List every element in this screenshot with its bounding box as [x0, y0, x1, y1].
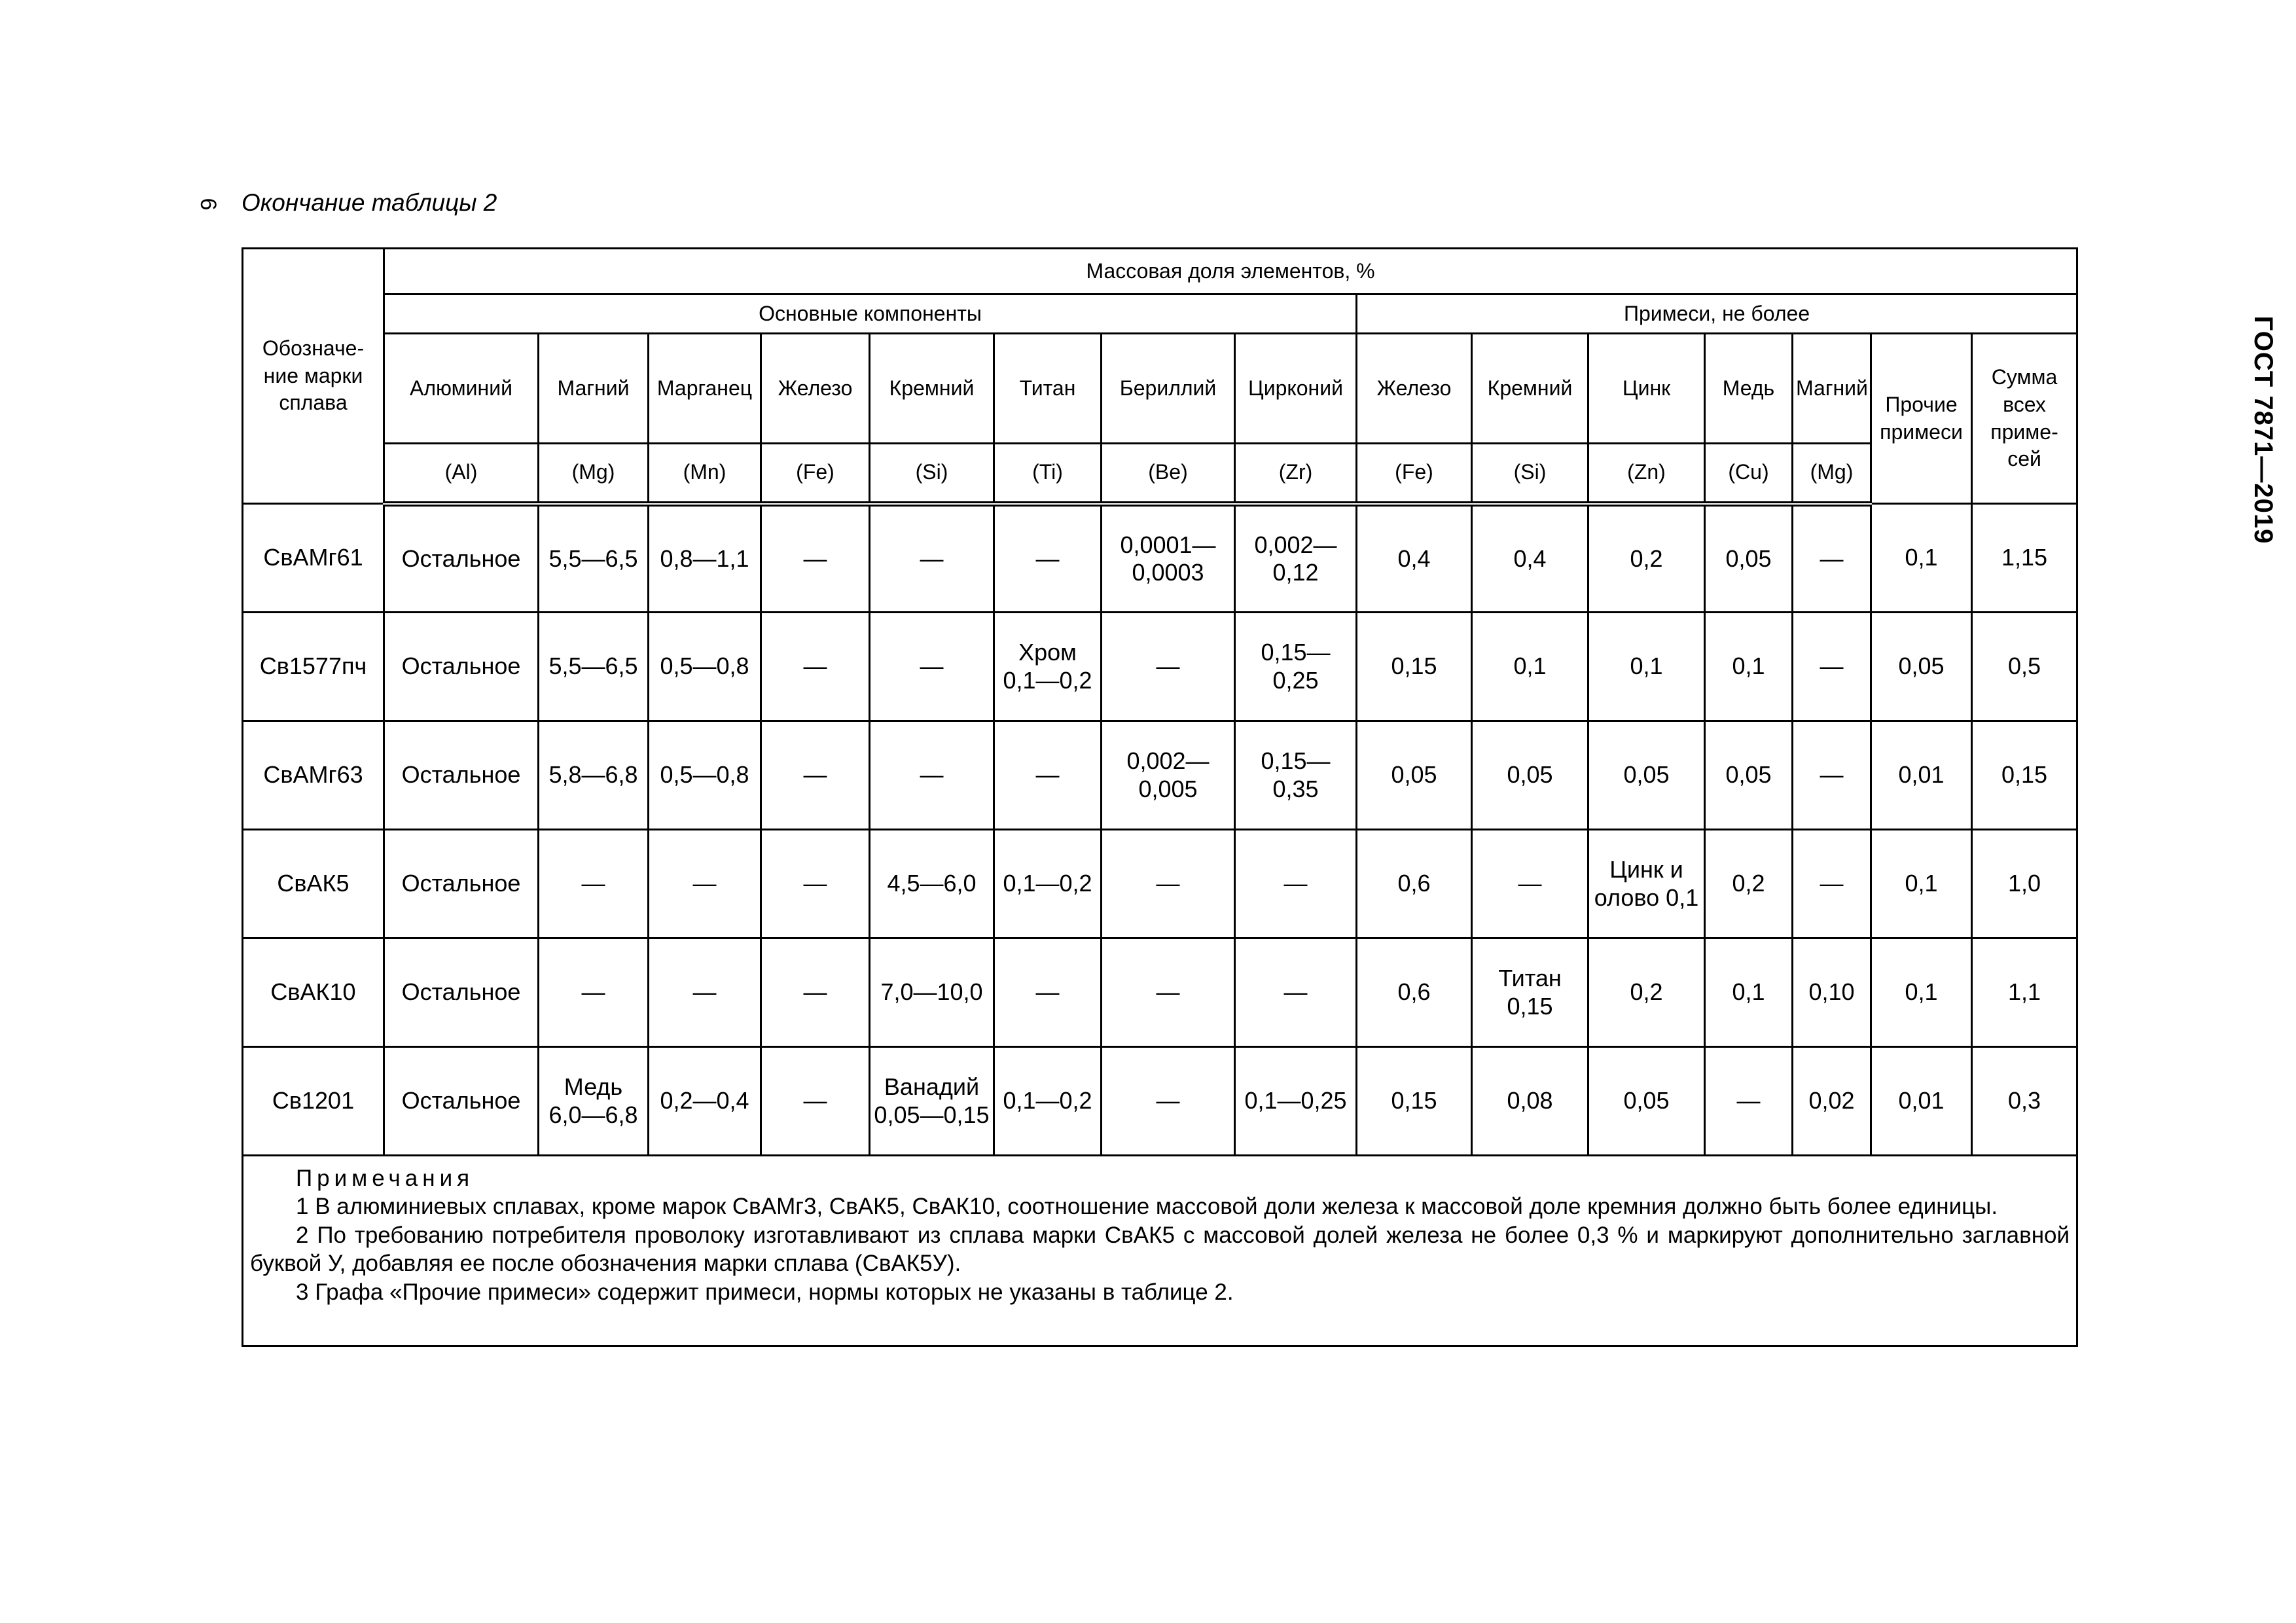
column-name: Железо	[761, 334, 870, 444]
table-cell: 0,1	[1472, 613, 1588, 721]
table-cell: —	[1235, 938, 1357, 1047]
table-cell: 0,15—0,25	[1235, 613, 1357, 721]
header-mass-fraction: Массовая доля элементов, %	[384, 249, 2077, 294]
table-cell: —	[649, 938, 761, 1047]
table-cell: 0,6	[1357, 938, 1472, 1047]
table-cell: Цинк и олово 0,1	[1588, 830, 1705, 938]
table-caption: Окончание таблицы 2	[242, 189, 497, 216]
alloy-composition-table	[242, 247, 2078, 1347]
table-cell: 5,5—6,5	[539, 613, 649, 721]
table-cell: —	[761, 504, 870, 613]
table-cell: 0,1—0,2	[994, 1047, 1102, 1156]
alloy-designation-cell: СвАМг61	[243, 504, 384, 613]
table-row	[243, 504, 2077, 613]
table-cell: 0,08	[1472, 1047, 1588, 1156]
table-cell: Титан 0,15	[1472, 938, 1588, 1047]
header-main-components: Основные компоненты	[384, 294, 1357, 334]
column-name: Титан	[994, 334, 1102, 444]
table-cell: 1,0	[1972, 830, 2077, 938]
page-number: 6	[196, 198, 221, 211]
column-name: Марганец	[649, 334, 761, 444]
table-cell: —	[1793, 613, 1871, 721]
table-cell: —	[870, 504, 994, 613]
note-item: 2 По требованию потребителя проволоку изготавливают из сплава марки СвАК5 с массовой долей железа не более 0,3 % и маркируют дополнительно заглавной буквой У, добавляя ее после обозначения марки сплава (СвАК5У).	[250, 1222, 2070, 1277]
running-head: ГОСТ 7871—2019	[2249, 315, 2278, 544]
table-cell: —	[1102, 830, 1235, 938]
table-cell: 0,5—0,8	[649, 613, 761, 721]
column-name: Кремний	[870, 334, 994, 444]
column-symbol: (Be)	[1102, 444, 1235, 504]
table-cell: —	[1102, 613, 1235, 721]
table-cell: 7,0—10,0	[870, 938, 994, 1047]
table-cell: 0,05	[1357, 721, 1472, 830]
table-row	[243, 613, 2077, 721]
table-cell: 0,05	[1705, 504, 1793, 613]
column-name: Кремний	[1472, 334, 1588, 444]
column-symbol: (Mg)	[539, 444, 649, 504]
table-cell: 0,01	[1871, 1047, 1972, 1156]
column-name: Бериллий	[1102, 334, 1235, 444]
column-name: Магний	[1793, 334, 1871, 444]
table-cell: —	[1705, 1047, 1793, 1156]
table-cell: 0,15	[1357, 613, 1472, 721]
table-cell: —	[994, 504, 1102, 613]
table-cell: Ванадий 0,05—0,15	[870, 1047, 994, 1156]
column-name: Магний	[539, 334, 649, 444]
column-symbol: (Fe)	[761, 444, 870, 504]
column-name: Цинк	[1588, 334, 1705, 444]
alloy-designation-cell: СвАК10	[243, 938, 384, 1047]
table-cell: 0,1—0,25	[1235, 1047, 1357, 1156]
table-cell: 0,002— 0,12	[1235, 504, 1357, 613]
table-cell: —	[870, 613, 994, 721]
column-name: Алюминий	[384, 334, 539, 444]
table-cell: Остальное	[384, 938, 539, 1047]
notes-title: Примечания	[296, 1166, 475, 1191]
table-cell: —	[539, 830, 649, 938]
table-cell: —	[761, 721, 870, 830]
table-cell: 0,2	[1588, 938, 1705, 1047]
table-cell: —	[870, 721, 994, 830]
table-cell: 0,1	[1871, 504, 1972, 613]
table-cell: 0,05	[1472, 721, 1588, 830]
table-cell: 0,1	[1871, 830, 1972, 938]
column-name: Цирконий	[1235, 334, 1357, 444]
table-cell: 0,15—0,35	[1235, 721, 1357, 830]
table-cell: —	[761, 830, 870, 938]
table-cell: 0,0001— 0,0003	[1102, 504, 1235, 613]
table-row	[243, 721, 2077, 830]
column-symbol: (Al)	[384, 444, 539, 504]
note-item: 3 Графа «Прочие примеси» содержит примеси, нормы которых не указаны в таблице 2.	[296, 1279, 1234, 1305]
table-cell: 5,5—6,5	[539, 504, 649, 613]
table-cell: 0,3	[1972, 1047, 2077, 1156]
table-cell: Остальное	[384, 830, 539, 938]
table-cell: 0,1—0,2	[994, 830, 1102, 938]
table-cell: 0,02	[1793, 1047, 1871, 1156]
table-cell: Медь 6,0—6,8	[539, 1047, 649, 1156]
table-cell: 0,8—1,1	[649, 504, 761, 613]
alloy-designation-cell: СвАК5	[243, 830, 384, 938]
table-cell: —	[994, 721, 1102, 830]
table-cell: —	[1102, 1047, 1235, 1156]
table-cell: 0,05	[1871, 613, 1972, 721]
table-cell: 5,8—6,8	[539, 721, 649, 830]
table-cell: 0,05	[1588, 721, 1705, 830]
table-row	[243, 830, 2077, 938]
table-cell: —	[1102, 938, 1235, 1047]
table-cell: 4,5—6,0	[870, 830, 994, 938]
table-cell: —	[1793, 721, 1871, 830]
table-cell: —	[1235, 830, 1357, 938]
table-cell: Остальное	[384, 721, 539, 830]
column-symbol: (Mg)	[1793, 444, 1871, 504]
table-row	[243, 938, 2077, 1047]
column-symbol: (Zn)	[1588, 444, 1705, 504]
header-other-impurities: Прочие примеси	[1871, 334, 1972, 504]
column-name: Медь	[1705, 334, 1793, 444]
header-total-impurities: Сумма всех приме-сей	[1972, 334, 2077, 504]
table-cell: 0,6	[1357, 830, 1472, 938]
table-cell: —	[761, 613, 870, 721]
table-cell: Хром 0,1—0,2	[994, 613, 1102, 721]
table-cell: Остальное	[384, 1047, 539, 1156]
column-symbol: (Si)	[1472, 444, 1588, 504]
table-cell: 1,15	[1972, 504, 2077, 613]
header-designation: Обозначе-ние марки сплава	[243, 249, 384, 504]
table-cell: 0,05	[1705, 721, 1793, 830]
table-cell: —	[761, 938, 870, 1047]
table-cell: 0,01	[1871, 721, 1972, 830]
table-cell: 0,1	[1588, 613, 1705, 721]
alloy-designation-cell: СвАМг63	[243, 721, 384, 830]
table-cell: 0,05	[1588, 1047, 1705, 1156]
table-cell: 0,15	[1972, 721, 2077, 830]
note-item: 1 В алюминиевых сплавах, кроме марок СвАМг3, СвАК5, СвАК10, соотношение массовой доли железа к массовой доле кремния должно быть более единицы.	[296, 1194, 1998, 1220]
table-cell: 0,1	[1705, 613, 1793, 721]
table-cell: —	[539, 938, 649, 1047]
notes-cell	[243, 1156, 2077, 1346]
table-cell: 0,15	[1357, 1047, 1472, 1156]
table-cell: Остальное	[384, 613, 539, 721]
table-cell: —	[1793, 830, 1871, 938]
column-symbol: (Fe)	[1357, 444, 1472, 504]
column-symbol: (Cu)	[1705, 444, 1793, 504]
column-symbol: (Si)	[870, 444, 994, 504]
table-cell: —	[1793, 504, 1871, 613]
column-symbol: (Mn)	[649, 444, 761, 504]
table-row	[243, 1047, 2077, 1156]
table-cell: 0,2—0,4	[649, 1047, 761, 1156]
table-cell: 0,2	[1705, 830, 1793, 938]
table-cell: 0,2	[1588, 504, 1705, 613]
column-symbol: (Zr)	[1235, 444, 1357, 504]
table-cell: 0,5	[1972, 613, 2077, 721]
table-cell: 0,4	[1357, 504, 1472, 613]
table-cell: 0,4	[1472, 504, 1588, 613]
table-cell: —	[761, 1047, 870, 1156]
column-name: Железо	[1357, 334, 1472, 444]
table-cell: —	[649, 830, 761, 938]
notes-row	[243, 1156, 2077, 1346]
table-cell: 0,10	[1793, 938, 1871, 1047]
alloy-designation-cell: Св1201	[243, 1047, 384, 1156]
alloy-designation-cell: Св1577пч	[243, 613, 384, 721]
header-impurities: Примеси, не более	[1357, 294, 2077, 334]
table-cell: 0,1	[1871, 938, 1972, 1047]
table-cell: Остальное	[384, 504, 539, 613]
table-cell: —	[994, 938, 1102, 1047]
table-cell: 1,1	[1972, 938, 2077, 1047]
table-cell: 0,1	[1705, 938, 1793, 1047]
column-symbol: (Ti)	[994, 444, 1102, 504]
table-cell: 0,5—0,8	[649, 721, 761, 830]
table-cell: 0,002— 0,005	[1102, 721, 1235, 830]
table-cell: —	[1472, 830, 1588, 938]
